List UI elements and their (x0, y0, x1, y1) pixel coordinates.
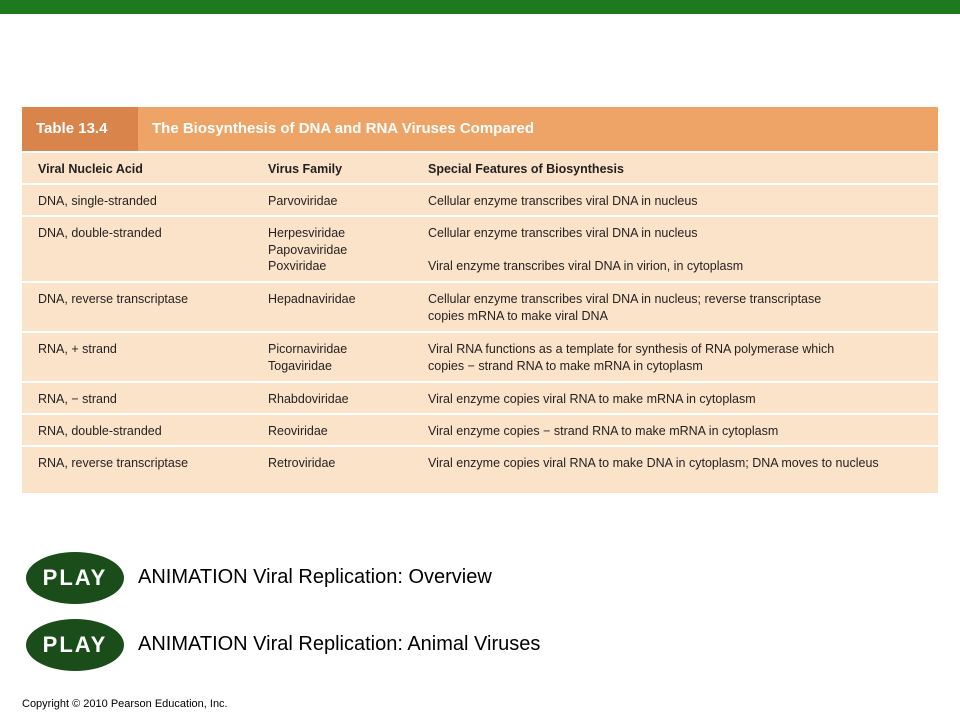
header-viral-nucleic-acid: Viral Nucleic Acid (38, 162, 143, 176)
play-overview-button[interactable]: PLAY (26, 552, 124, 604)
cell-virus-family: Hepadnaviridae (268, 292, 356, 306)
table-row (22, 413, 938, 445)
cell-nucleic-acid: RNA, + strand (38, 342, 117, 356)
copyright-notice: Copyright © 2010 Pearson Education, Inc. (22, 698, 228, 710)
biosynthesis-table (22, 107, 938, 493)
table-row (22, 215, 938, 281)
cell-features: Viral enzyme copies viral RNA to make DNA in cytoplasm; DNA moves to nucleus (428, 456, 879, 470)
cell-nucleic-acid: DNA, reverse transcriptase (38, 292, 189, 306)
cell-nucleic-acid: DNA, double-stranded (38, 226, 162, 240)
play-animal-viruses-button[interactable]: PLAY (26, 619, 124, 671)
table-title-bar (22, 107, 938, 151)
cell-features: Viral RNA functions as a template for synthesis of RNA polymerase which copies − strand RNA to make mRNA in cytoplasm (428, 342, 835, 373)
cell-features: Cellular enzyme transcribes viral DNA in nucleus (428, 194, 698, 208)
header-virus-family: Virus Family (268, 162, 343, 176)
animation-animal-viruses-row (26, 619, 726, 673)
animation-animal-viruses-label[interactable]: ANIMATION Viral Replication: Animal Viruses (138, 633, 541, 655)
cell-virus-family: Reoviridae (268, 424, 328, 438)
table-number: Table 13.4 (22, 107, 138, 151)
cell-nucleic-acid: RNA, reverse transcriptase (38, 456, 189, 470)
animation-overview-label[interactable]: ANIMATION Viral Replication: Overview (138, 566, 492, 588)
cell-features: Cellular enzyme transcribes viral DNA in nucleus; reverse transcriptase copies mRNA to make viral DNA (428, 292, 822, 323)
table-row (22, 331, 938, 381)
header-special-features: Special Features of Biosynthesis (428, 162, 624, 176)
table-title: The Biosynthesis of DNA and RNA Viruses Compared (152, 120, 535, 137)
cell-virus-family: Picornaviridae Togaviridae (268, 342, 348, 373)
cell-nucleic-acid: DNA, single-stranded (38, 194, 157, 208)
animation-overview-row (26, 552, 726, 606)
cell-virus-family: Rhabdoviridae (268, 392, 349, 406)
table-row (22, 183, 938, 215)
table-header-row (22, 151, 938, 183)
table-row (22, 445, 938, 493)
cell-nucleic-acid: RNA, double-stranded (38, 424, 162, 438)
table-row (22, 381, 938, 413)
cell-virus-family: Herpesviridae Papovaviridae Poxviridae (268, 226, 348, 273)
cell-features: Viral enzyme copies viral RNA to make mRNA in cytoplasm (428, 392, 756, 406)
cell-features: Cellular enzyme transcribes viral DNA in nucleus Viral enzyme transcribes viral DNA in virion, in cytoplasm (428, 226, 744, 273)
cell-features: Viral enzyme copies − strand RNA to make mRNA in cytoplasm (428, 424, 779, 438)
cell-virus-family: Parvoviridae (268, 194, 338, 208)
top-accent-bar (0, 0, 960, 14)
cell-virus-family: Retroviridae (268, 456, 336, 470)
cell-nucleic-acid: RNA, − strand (38, 392, 117, 406)
table-row (22, 281, 938, 331)
